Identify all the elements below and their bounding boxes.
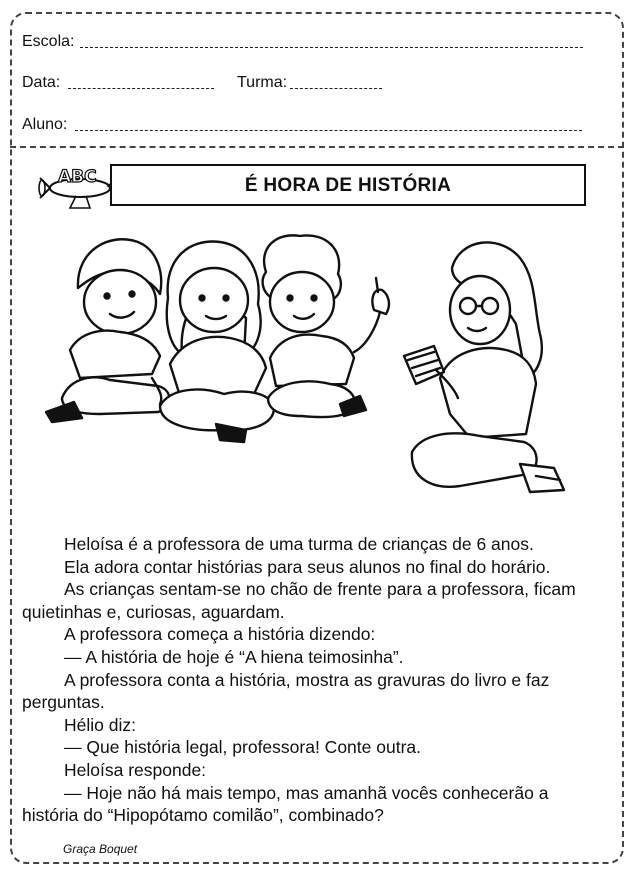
page-title: É HORA DE HISTÓRIA bbox=[244, 175, 452, 196]
story-line: história do “Hipopótamo comilão”, combinado? bbox=[22, 805, 384, 826]
story-line: perguntas. bbox=[22, 692, 105, 713]
class-label: Turma: bbox=[237, 74, 288, 91]
child-2-figure bbox=[160, 241, 274, 442]
story-time-illustration bbox=[40, 228, 600, 513]
story-line: Hélio diz: bbox=[64, 714, 136, 735]
student-input-line[interactable] bbox=[75, 130, 582, 131]
story-line: quietinhas e, curiosas, aguardam. bbox=[22, 601, 285, 622]
date-input-line[interactable] bbox=[68, 88, 214, 89]
story-line: Ela adora contar histórias para seus alunos no final do horário. bbox=[64, 556, 551, 577]
student-label: Aluno: bbox=[22, 116, 68, 133]
logo-letters: ABC bbox=[58, 167, 97, 187]
school-input-line[interactable] bbox=[80, 47, 583, 48]
class-input-line[interactable] bbox=[290, 88, 382, 89]
title-banner bbox=[110, 164, 586, 206]
story-line: — A história de hoje é “A hiena teimosinha”. bbox=[64, 646, 404, 667]
child-1-figure bbox=[46, 239, 169, 422]
story-line: As crianças sentam-se no chão de frente para a professora, ficam bbox=[64, 579, 576, 600]
teacher-figure bbox=[404, 242, 564, 492]
story-line: Heloísa responde: bbox=[64, 759, 207, 780]
story-text bbox=[22, 533, 612, 827]
school-label: Escola: bbox=[22, 33, 75, 50]
story-line: A professora começa a história dizendo: bbox=[64, 624, 376, 645]
header-separator bbox=[10, 146, 624, 148]
author-credit: Graça Boquet bbox=[63, 842, 138, 856]
story-line: — Hoje não há mais tempo, mas amanhã vocês conhecerão a bbox=[64, 782, 549, 803]
story-line: A professora conta a história, mostra as gravuras do livro e faz bbox=[64, 669, 550, 690]
child-3-figure bbox=[263, 235, 389, 417]
story-line: Heloísa é a professora de uma turma de crianças de 6 anos. bbox=[64, 534, 534, 554]
date-label: Data: bbox=[22, 74, 61, 91]
story-line: — Que história legal, professora! Conte outra. bbox=[64, 737, 421, 758]
